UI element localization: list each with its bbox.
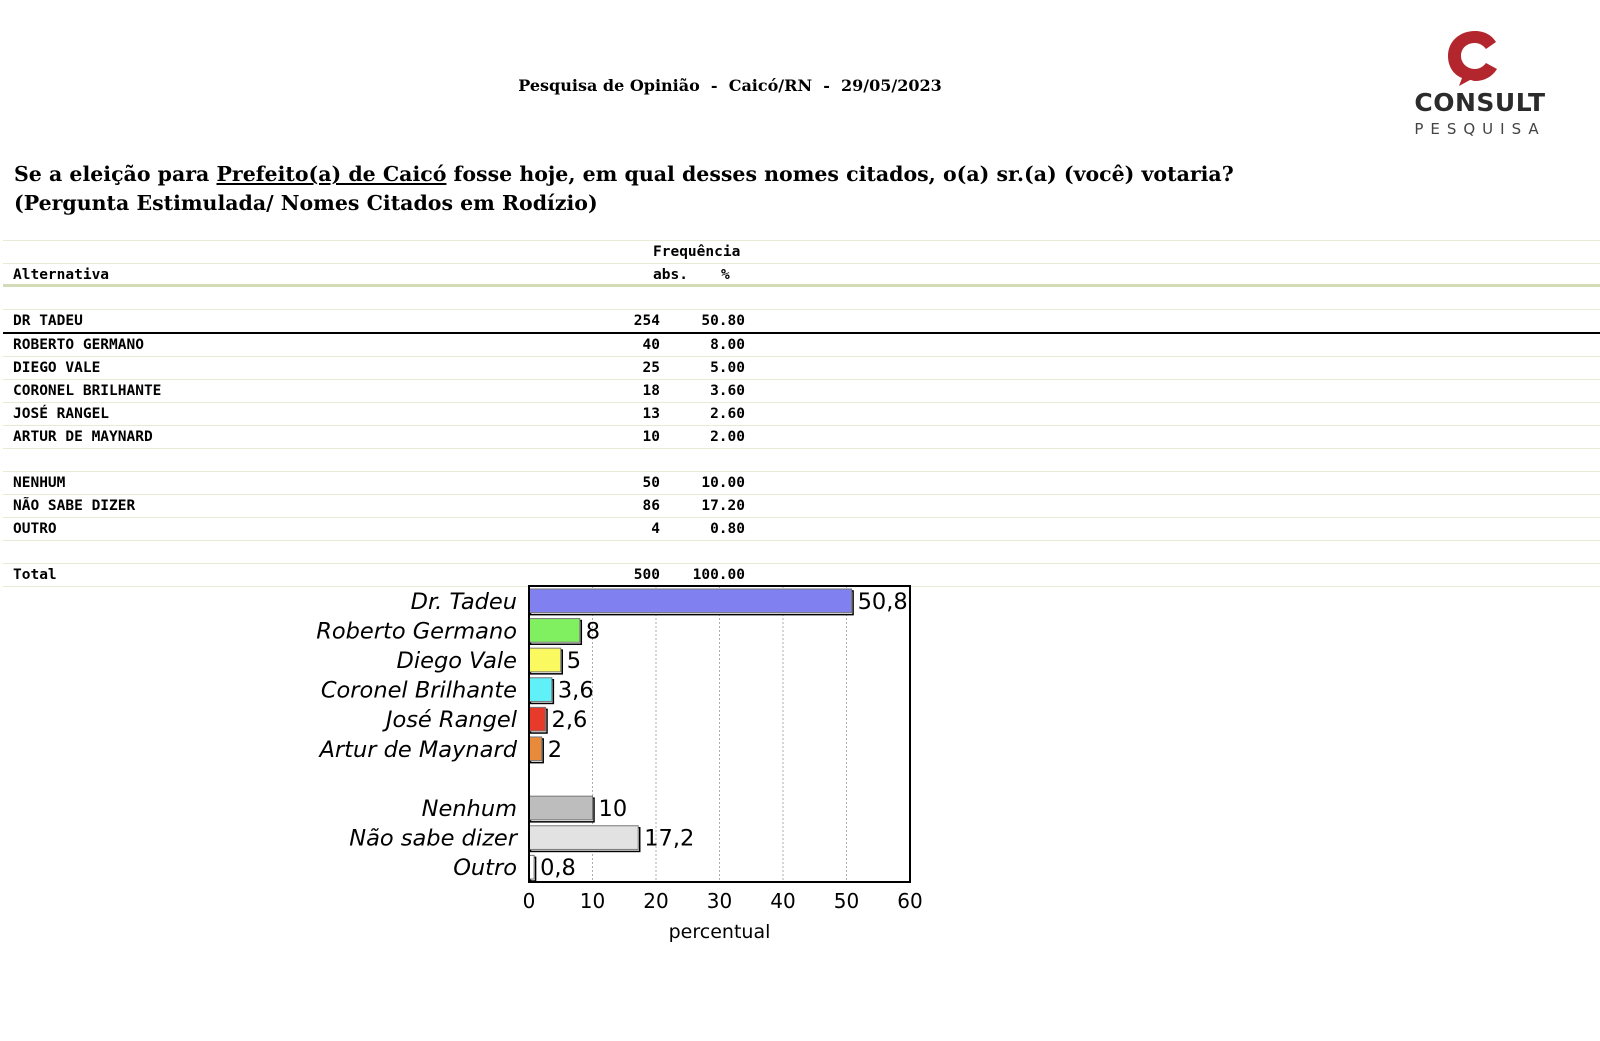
report-date: 29/05/2023 [840,76,942,95]
report-location: Caicó/RN [728,76,813,95]
bar [529,678,552,702]
category-label: Coronel Brilhante [320,677,517,704]
x-tick-label: 50 [833,889,860,913]
table-row: NÃO SABE DIZER 86 17.20 [3,495,1600,518]
col-abs-header: abs. [653,267,688,283]
header-separator-2: - [823,76,830,95]
x-tick-label: 0 [522,889,536,913]
col-pct-header: % [721,267,730,283]
data-label: 2,6 [551,707,588,734]
x-tick-label: 10 [579,889,606,913]
data-label: 3,6 [557,677,594,704]
bar [529,648,561,672]
category-label: Diego Vale [396,648,517,674]
category-label: Artur de Maynard [319,736,517,763]
consult-logo [1400,28,1560,138]
bar [529,619,580,643]
table-header-row-1 [3,240,1600,264]
data-label: 50,8 [857,588,908,615]
table-spacer-row [3,287,1600,310]
question-underlined: Prefeito(a) de Caicó [216,162,447,186]
table-header-row-2 [3,264,1600,287]
category-label: Não sabe dizer [349,825,517,852]
table-total-row: Total 500 100.00 [3,564,1600,587]
survey-question [14,160,1514,218]
bar-chart [270,585,950,965]
bar [529,707,546,731]
question-line-2: (Pergunta Estimulada/ Nomes Citados em Rodízio) [14,191,598,215]
x-tick-label: 30 [706,889,733,913]
category-label: Nenhum [421,796,517,822]
table-row: JOSÉ RANGEL 13 2.60 [3,403,1600,426]
logo-wordmark: CONSULT [1414,88,1546,117]
table-row: ROBERTO GERMANO 40 8.00 [3,334,1600,357]
x-tick-label: 20 [643,889,669,913]
x-tick-label: 60 [897,889,923,913]
table-row: ARTUR DE MAYNARD 10 2.00 [3,426,1600,449]
table-spacer-row [3,541,1600,564]
data-label: 0,8 [540,855,576,882]
data-label: 5 [566,648,582,674]
report-title: Pesquisa de Opinião [518,76,700,95]
table-spacer-row [3,449,1600,472]
category-label: Outro [453,855,517,882]
x-axis-label: percentual [668,921,771,943]
question-line-1: Se a eleição para Prefeito(a) de Caicó fosse hoje, em qual desses nomes citados, o(a) sr.(a) (você) votaria? [14,162,1234,186]
category-label: José Rangel [385,707,517,734]
table-row: DIEGO VALE 25 5.00 [3,357,1600,380]
bar [529,589,852,613]
header-separator: - [710,76,718,95]
freq-header: Frequência [653,244,741,260]
data-label: 17,2 [644,825,695,852]
logo-subtitle: PESQUISA [1414,120,1546,138]
data-label: 2 [547,736,563,763]
x-tick-label: 40 [770,889,796,913]
col-label-header: Alternativa [13,267,110,283]
bar [529,796,593,820]
data-label: 10 [598,796,628,822]
speech-bubble-c-icon [1440,28,1510,88]
data-label: 8 [585,618,601,645]
bar [529,826,638,850]
table-row: DR TADEU 254 50.80 [3,310,1600,334]
bar [529,737,542,761]
category-label: Dr. Tadeu [410,588,517,615]
category-label: Roberto Germano [316,618,517,645]
frequency-table [3,240,1600,587]
report-header [420,76,1040,95]
table-row: NENHUM 50 10.00 [3,472,1600,495]
table-row: CORONEL BRILHANTE 18 3.60 [3,380,1600,403]
table-row: OUTRO 4 0.80 [3,518,1600,541]
